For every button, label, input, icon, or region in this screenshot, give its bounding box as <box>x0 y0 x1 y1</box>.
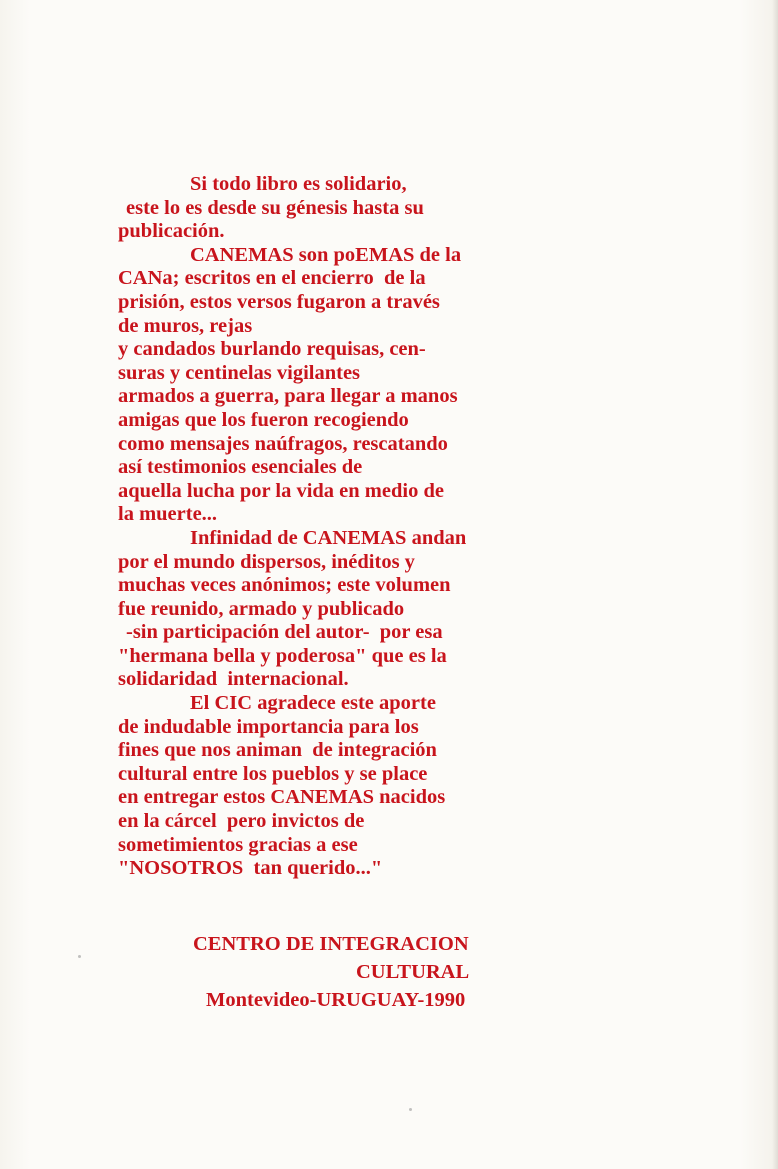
text-line: -sin participación del autor- por esa <box>126 621 443 644</box>
text-line: "NOSOTROS tan querido..." <box>118 857 383 880</box>
paper-speck <box>409 1108 412 1111</box>
body-text <box>118 173 498 881</box>
text-line: como mensajes naúfragos, rescatando <box>118 432 448 455</box>
text-line: de indudable importancia para los <box>118 715 419 738</box>
page-edge-shadow <box>772 0 778 1169</box>
text-line: así testimonios esenciales de <box>118 456 363 479</box>
signature-place-date: Montevideo-URUGUAY-1990 <box>206 989 466 1011</box>
text-line: publicación. <box>118 220 225 243</box>
paper-speck <box>78 955 81 958</box>
text-line: "hermana bella y poderosa" que es la <box>118 644 447 667</box>
text-line: fines que nos animan de integración <box>118 739 437 762</box>
text-line: CANa; escritos en el encierro de la <box>118 267 426 290</box>
text-line: CANEMAS son poEMAS de la <box>190 243 462 266</box>
text-line: de muros, rejas <box>118 314 253 337</box>
text-line: suras y centinelas vigilantes <box>118 361 361 384</box>
text-line: muchas veces anónimos; este volumen <box>118 574 451 597</box>
signature-organization: CENTRO DE INTEGRACION <box>193 933 469 955</box>
text-line: Infinidad de CANEMAS andan <box>190 526 467 549</box>
text-line: en entregar estos CANEMAS nacidos <box>118 786 446 809</box>
text-line: cultural entre los pueblos y se place <box>118 762 428 785</box>
text-line: por el mundo dispersos, inéditos y <box>118 550 415 573</box>
text-line: este lo es desde su génesis hasta su <box>126 196 424 219</box>
text-line: en la cárcel pero invictos de <box>118 810 365 833</box>
text-line: fue reunido, armado y publicado <box>118 597 405 620</box>
signature-organization-cont: CULTURAL <box>356 961 470 983</box>
text-line: armados a guerra, para llegar a manos <box>118 385 458 408</box>
text-line: Si todo libro es solidario, <box>190 173 407 195</box>
text-line: El CIC agradece este aporte <box>190 692 436 715</box>
text-line: aquella lucha por la vida en medio de <box>118 479 444 502</box>
text-line: sometimientos gracias a ese <box>118 833 358 856</box>
text-line: y candados burlando requisas, cen- <box>118 338 426 361</box>
text-line: la muerte... <box>118 503 218 526</box>
text-line: amigas que los fueron recogiendo <box>118 408 409 431</box>
text-line: solidaridad internacional. <box>118 668 349 691</box>
text-line: prisión, estos versos fugaron a través <box>118 290 440 313</box>
